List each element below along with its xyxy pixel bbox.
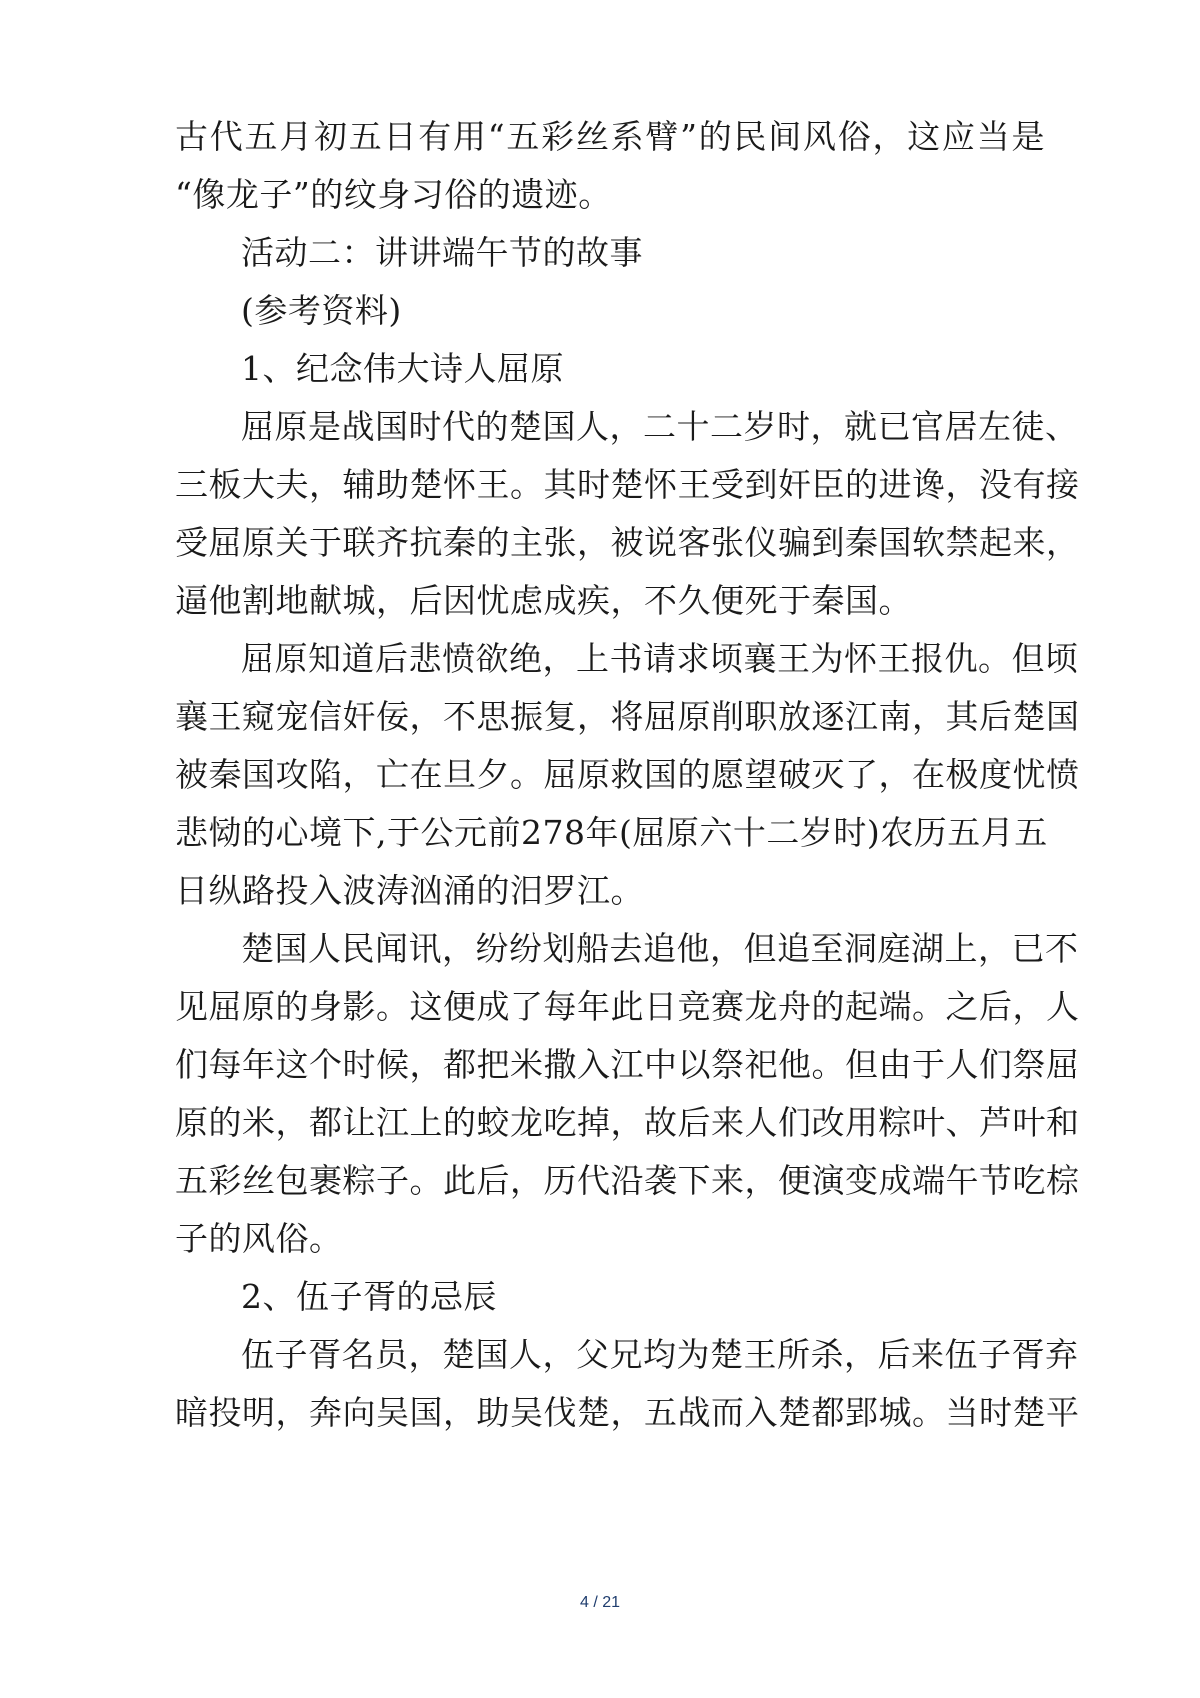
- subsection-heading: 1、纪念伟大诗人屈原: [241, 349, 564, 388]
- paragraph-line: 见屈原的身影。这便成了每年此日竞赛龙舟的起端。之后，人: [175, 987, 1080, 1026]
- paragraph-line: 古代五月初五日有用“五彩丝系臂”的民间风俗，这应当是: [175, 117, 1045, 156]
- paragraph-line: “像龙子”的纹身习俗的遗迹。: [175, 175, 612, 214]
- paragraph-line: 三板大夫，辅助楚怀王。其时楚怀王受到奸臣的进谗，没有接: [175, 465, 1080, 504]
- paragraph-line: 子的风俗。: [175, 1219, 343, 1258]
- paragraph-line: 日纵路投入波涛汹涌的汨罗江。: [175, 871, 644, 910]
- paragraph-line: 受屈原关于联齐抗秦的主张，被说客张仪骗到秦国软禁起来，: [175, 523, 1080, 562]
- subsection-heading: 2、伍子胥的忌辰: [241, 1277, 497, 1316]
- paragraph-line: 五彩丝包裹粽子。此后，历代沿袭下来，便演变成端午节吃棕: [175, 1161, 1080, 1200]
- paragraph-line: 原的米，都让江上的蛟龙吃掉，故后来人们改用粽叶、芦叶和: [175, 1103, 1080, 1142]
- reference-label: (参考资料): [241, 291, 402, 330]
- paragraph-line: 被秦国攻陷，亡在旦夕。屈原救国的愿望破灭了，在极度忧愤: [175, 755, 1080, 794]
- paragraph-line: 屈原是战国时代的楚国人，二十二岁时，就已官居左徒、: [241, 407, 1079, 446]
- paragraph-line: 们每年这个时候，都把米撒入江中以祭祀他。但由于人们祭屈: [175, 1045, 1080, 1084]
- paragraph-line: 悲恸的心境下,于公元前278年(屈原六十二岁时)农历五月五: [175, 813, 1048, 852]
- paragraph-line: 逼他割地献城，后因忧虑成疾，不久便死于秦国。: [175, 581, 912, 620]
- section-heading: 活动二：讲讲端午节的故事: [241, 233, 643, 272]
- paragraph-line: 襄王窥宠信奸佞，不思振复，将屈原削职放逐江南，其后楚国: [175, 697, 1080, 736]
- paragraph-line: 暗投明，奔向吴国，助吴伐楚，五战而入楚都郢城。当时楚平: [175, 1393, 1080, 1432]
- page-number: 4 / 21: [579, 1594, 621, 1611]
- paragraph-line: 楚国人民闻讯，纷纷划船去追他，但追至洞庭湖上，已不: [241, 929, 1079, 968]
- paragraph-line: 伍子胥名员，楚国人，父兄均为楚王所杀，后来伍子胥弃: [241, 1335, 1079, 1374]
- paragraph-line: 屈原知道后悲愤欲绝，上书请求顷襄王为怀王报仇。但顷: [241, 639, 1079, 678]
